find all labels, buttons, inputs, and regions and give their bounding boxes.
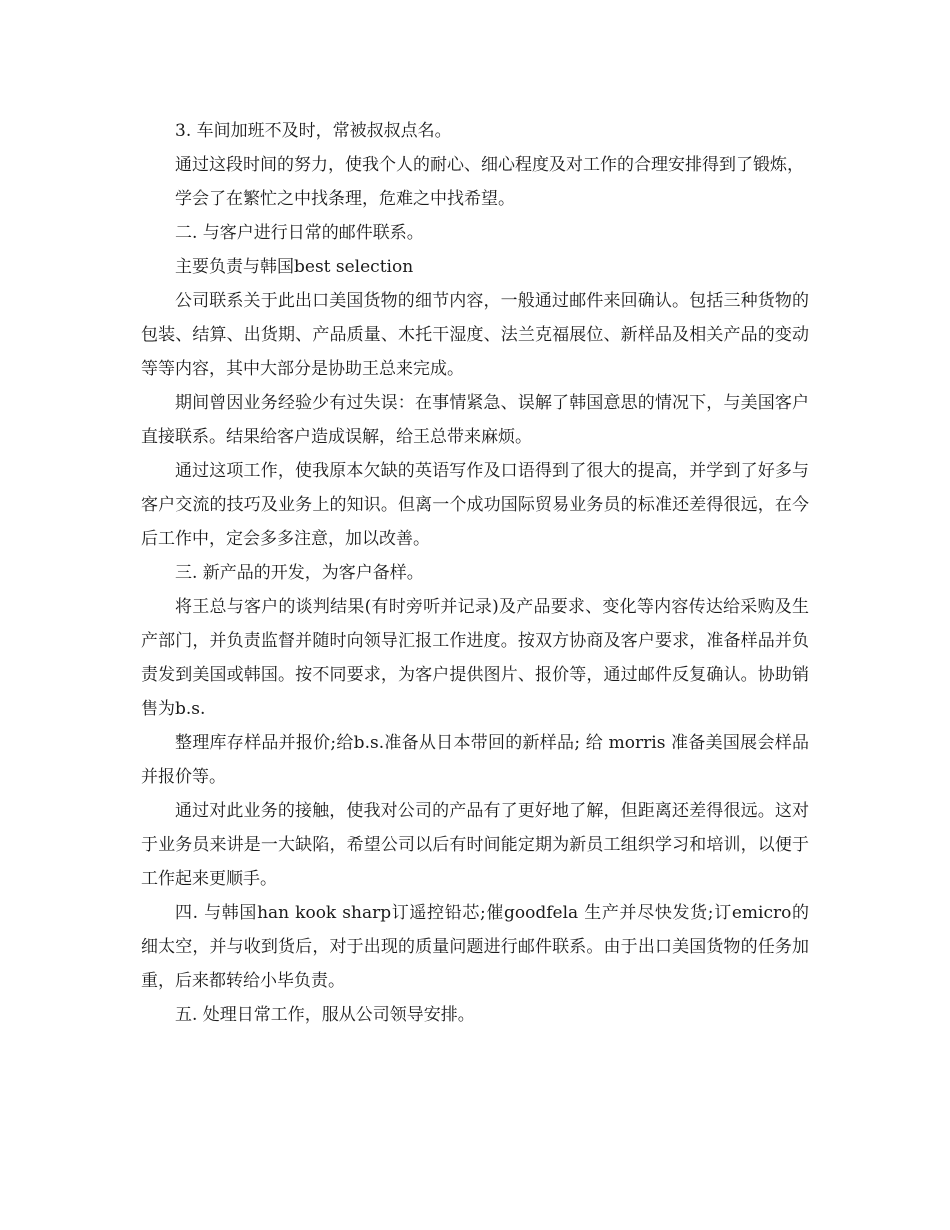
paragraph-company-contact-details: 公司联系关于此出口美国货物的细节内容，一般通过邮件来回确认。包括三种货物的包装、结算、出货期、产品质量、木托干湿度、法兰克福展位、新样品及相关产品的变动等等内容，其中大部分是协助王总来完成。 <box>141 291 809 379</box>
document-body <box>141 114 809 1032</box>
section-heading-daily-work: 五. 处理日常工作，服从公司领导安排。 <box>175 1005 475 1025</box>
section-heading-new-products: 三. 新产品的开发，为客户备样。 <box>175 563 424 583</box>
paragraph-mistakes: 期间曾因业务经验少有过失误：在事情紧急、误解了韩国意思的情况下，与美国客户直接联系。结果给客户造成误解，给王总带来麻烦。 <box>141 393 809 447</box>
paragraph-learned-order: 学会了在繁忙之中找条理，危难之中找希望。 <box>175 189 515 209</box>
paragraph-workshop-overtime: 3. 车间加班不及时，常被叔叔点名。 <box>175 121 452 141</box>
paragraph-english-improvement: 通过这项工作，使我原本欠缺的英语写作及口语得到了很大的提高，并学到了好多与客户交流的技巧及业务上的知识。但离一个成功国际贸易业务员的标准还差得很远，在今后工作中，定会多多注意，加以改善。 <box>141 461 809 549</box>
paragraph-korea-contact: 主要负责与韩国best selection <box>175 257 414 277</box>
paragraph-effort-result: 通过这段时间的努力，使我个人的耐心、细心程度及对工作的合理安排得到了锻炼， <box>175 155 804 175</box>
paragraph-sample-inventory: 整理库存样品并报价;给b.s.准备从日本带回的新样品; 给 morris 准备美国展会样品并报价等。 <box>141 733 809 787</box>
section-heading-korea-orders: 四. 与韩国han kook sharp订遥控铅芯;催goodfela 生产并尽快发货;订emicro的细太空，并与收到货后，对于出现的质量问题进行邮件联系。由于出口美国货物的任务加重，后来都转给小毕负责。 <box>141 903 809 991</box>
paragraph-negotiation-results: 将王总与客户的谈判结果(有时旁听并记录)及产品要求、变化等内容传达给采购及生产部门，并负责监督并随时向领导汇报工作进度。按双方协商及客户要求，准备样品并负责发到美国或韩国。按不同要求，为客户提供图片、报价等，通过邮件反复确认。协助销售为b.s. <box>141 597 809 719</box>
paragraph-product-understanding: 通过对此业务的接触，使我对公司的产品有了更好地了解，但距离还差得很远。这对于业务员来讲是一大缺陷，希望公司以后有时间能定期为新员工组织学习和培训，以便于工作起来更顺手。 <box>141 801 809 889</box>
section-heading-email-contact: 二. 与客户进行日常的邮件联系。 <box>175 223 424 243</box>
